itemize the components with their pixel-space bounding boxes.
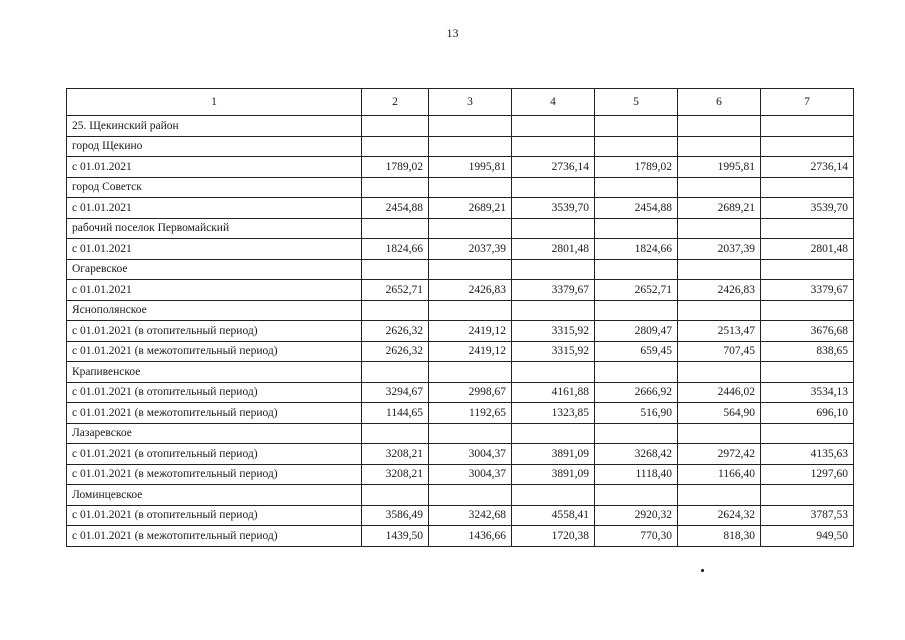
empty-cell [362,423,429,444]
value-cell: 2626,32 [362,341,429,362]
value-cell: 1789,02 [595,157,678,178]
value-cell: 2998,67 [429,382,512,403]
value-cell: 1144,65 [362,403,429,424]
empty-cell [761,485,854,506]
table-section-row [67,300,854,321]
value-cell: 2037,39 [429,239,512,260]
empty-cell [761,300,854,321]
row-label: с 01.01.2021 (в отопительный период) [67,321,362,342]
empty-cell [512,362,595,383]
section-label: Яснополянское [67,300,362,321]
empty-cell [429,136,512,157]
row-label: с 01.01.2021 (в отопительный период) [67,382,362,403]
table-section-row [67,136,854,157]
table-row [67,321,854,342]
empty-cell [429,259,512,280]
value-cell: 3787,53 [761,505,854,526]
empty-cell [362,259,429,280]
row-label: с 01.01.2021 [67,198,362,219]
empty-cell [512,116,595,137]
empty-cell [595,177,678,198]
column-header: 6 [678,89,761,116]
value-cell: 2419,12 [429,341,512,362]
section-label: рабочий поселок Первомайский [67,218,362,239]
section-label: Лазаревское [67,423,362,444]
value-cell: 4135,63 [761,444,854,465]
value-cell: 2652,71 [595,280,678,301]
table-row [67,403,854,424]
column-header: 3 [429,89,512,116]
empty-cell [429,218,512,239]
empty-cell [761,177,854,198]
value-cell: 4558,41 [512,505,595,526]
empty-cell [512,136,595,157]
empty-cell [761,423,854,444]
value-cell: 1824,66 [362,239,429,260]
empty-cell [595,300,678,321]
empty-cell [678,116,761,137]
value-cell: 2809,47 [595,321,678,342]
section-label: Ломинцевское [67,485,362,506]
table-section-row [67,218,854,239]
empty-cell [429,485,512,506]
value-cell: 3539,70 [512,198,595,219]
empty-cell [595,259,678,280]
table-header-row [67,89,854,116]
value-cell: 3891,09 [512,464,595,485]
empty-cell [595,116,678,137]
empty-cell [595,485,678,506]
empty-cell [512,485,595,506]
empty-cell [761,116,854,137]
value-cell: 659,45 [595,341,678,362]
empty-cell [761,259,854,280]
column-header: 4 [512,89,595,116]
value-cell: 2972,42 [678,444,761,465]
empty-cell [678,177,761,198]
column-header: 1 [67,89,362,116]
value-cell: 3004,37 [429,464,512,485]
table-row [67,526,854,547]
value-cell: 3208,21 [362,464,429,485]
empty-cell [761,218,854,239]
scan-speck [701,569,704,572]
row-label: с 01.01.2021 (в межотопительный период) [67,526,362,547]
empty-cell [429,423,512,444]
table-section-row [67,177,854,198]
value-cell: 3315,92 [512,321,595,342]
row-label: с 01.01.2021 [67,157,362,178]
table-row [67,157,854,178]
value-cell: 2454,88 [362,198,429,219]
empty-cell [512,423,595,444]
value-cell: 770,30 [595,526,678,547]
table-row [67,505,854,526]
row-label: с 01.01.2021 (в отопительный период) [67,444,362,465]
value-cell: 1297,60 [761,464,854,485]
value-cell: 1192,65 [429,403,512,424]
section-label: Крапивенское [67,362,362,383]
value-cell: 2513,47 [678,321,761,342]
value-cell: 1118,40 [595,464,678,485]
empty-cell [595,362,678,383]
empty-cell [362,116,429,137]
value-cell: 3891,09 [512,444,595,465]
empty-cell [595,218,678,239]
table-section-row [67,259,854,280]
table-section-row [67,362,854,383]
page-number: 13 [446,26,459,40]
empty-cell [678,362,761,383]
value-cell: 1439,50 [362,526,429,547]
column-header: 7 [761,89,854,116]
value-cell: 3676,68 [761,321,854,342]
row-label: с 01.01.2021 [67,280,362,301]
empty-cell [362,362,429,383]
empty-cell [678,300,761,321]
value-cell: 2652,71 [362,280,429,301]
table-row [67,382,854,403]
row-label: с 01.01.2021 [67,239,362,260]
empty-cell [429,116,512,137]
section-label: город Советск [67,177,362,198]
value-cell: 2736,14 [512,157,595,178]
value-cell: 2624,32 [678,505,761,526]
value-cell: 3379,67 [761,280,854,301]
value-cell: 818,30 [678,526,761,547]
value-cell: 2666,92 [595,382,678,403]
value-cell: 2689,21 [678,198,761,219]
value-cell: 2454,88 [595,198,678,219]
table-section-row [67,116,854,137]
empty-cell [362,485,429,506]
table-row [67,464,854,485]
table-row [67,341,854,362]
value-cell: 696,10 [761,403,854,424]
value-cell: 2736,14 [761,157,854,178]
value-cell: 3315,92 [512,341,595,362]
empty-cell [595,423,678,444]
empty-cell [678,218,761,239]
value-cell: 949,50 [761,526,854,547]
empty-cell [512,259,595,280]
empty-cell [362,300,429,321]
empty-cell [761,362,854,383]
value-cell: 3208,21 [362,444,429,465]
value-cell: 516,90 [595,403,678,424]
empty-cell [362,136,429,157]
empty-cell [512,177,595,198]
empty-cell [429,362,512,383]
value-cell: 3586,49 [362,505,429,526]
value-cell: 2801,48 [512,239,595,260]
table-row [67,280,854,301]
value-cell: 1995,81 [678,157,761,178]
table-section-row [67,485,854,506]
value-cell: 2037,39 [678,239,761,260]
column-header: 2 [362,89,429,116]
value-cell: 1436,66 [429,526,512,547]
value-cell: 1789,02 [362,157,429,178]
table-section-row [67,423,854,444]
empty-cell [362,218,429,239]
value-cell: 2626,32 [362,321,429,342]
value-cell: 2801,48 [761,239,854,260]
value-cell: 1166,40 [678,464,761,485]
value-cell: 4161,88 [512,382,595,403]
value-cell: 2446,02 [678,382,761,403]
value-cell: 3294,67 [362,382,429,403]
value-cell: 1720,38 [512,526,595,547]
empty-cell [678,485,761,506]
empty-cell [595,136,678,157]
value-cell: 838,65 [761,341,854,362]
column-header: 5 [595,89,678,116]
empty-cell [678,259,761,280]
empty-cell [678,136,761,157]
table-row [67,444,854,465]
section-label: 25. Щекинский район [67,116,362,137]
value-cell: 3379,67 [512,280,595,301]
tariff-table [66,88,854,547]
value-cell: 1824,66 [595,239,678,260]
value-cell: 3539,70 [761,198,854,219]
empty-cell [429,300,512,321]
value-cell: 707,45 [678,341,761,362]
value-cell: 1323,85 [512,403,595,424]
value-cell: 3268,42 [595,444,678,465]
row-label: с 01.01.2021 (в межотопительный период) [67,403,362,424]
value-cell: 3242,68 [429,505,512,526]
empty-cell [761,136,854,157]
section-label: Огаревское [67,259,362,280]
value-cell: 1995,81 [429,157,512,178]
value-cell: 2419,12 [429,321,512,342]
value-cell: 2426,83 [678,280,761,301]
section-label: город Щекино [67,136,362,157]
empty-cell [512,300,595,321]
value-cell: 2689,21 [429,198,512,219]
value-cell: 564,90 [678,403,761,424]
row-label: с 01.01.2021 (в межотопительный период) [67,341,362,362]
value-cell: 3004,37 [429,444,512,465]
row-label: с 01.01.2021 (в межотопительный период) [67,464,362,485]
empty-cell [512,218,595,239]
row-label: с 01.01.2021 (в отопительный период) [67,505,362,526]
value-cell: 3534,13 [761,382,854,403]
empty-cell [429,177,512,198]
value-cell: 2426,83 [429,280,512,301]
table-row [67,239,854,260]
table-row [67,198,854,219]
empty-cell [362,177,429,198]
value-cell: 2920,32 [595,505,678,526]
empty-cell [678,423,761,444]
